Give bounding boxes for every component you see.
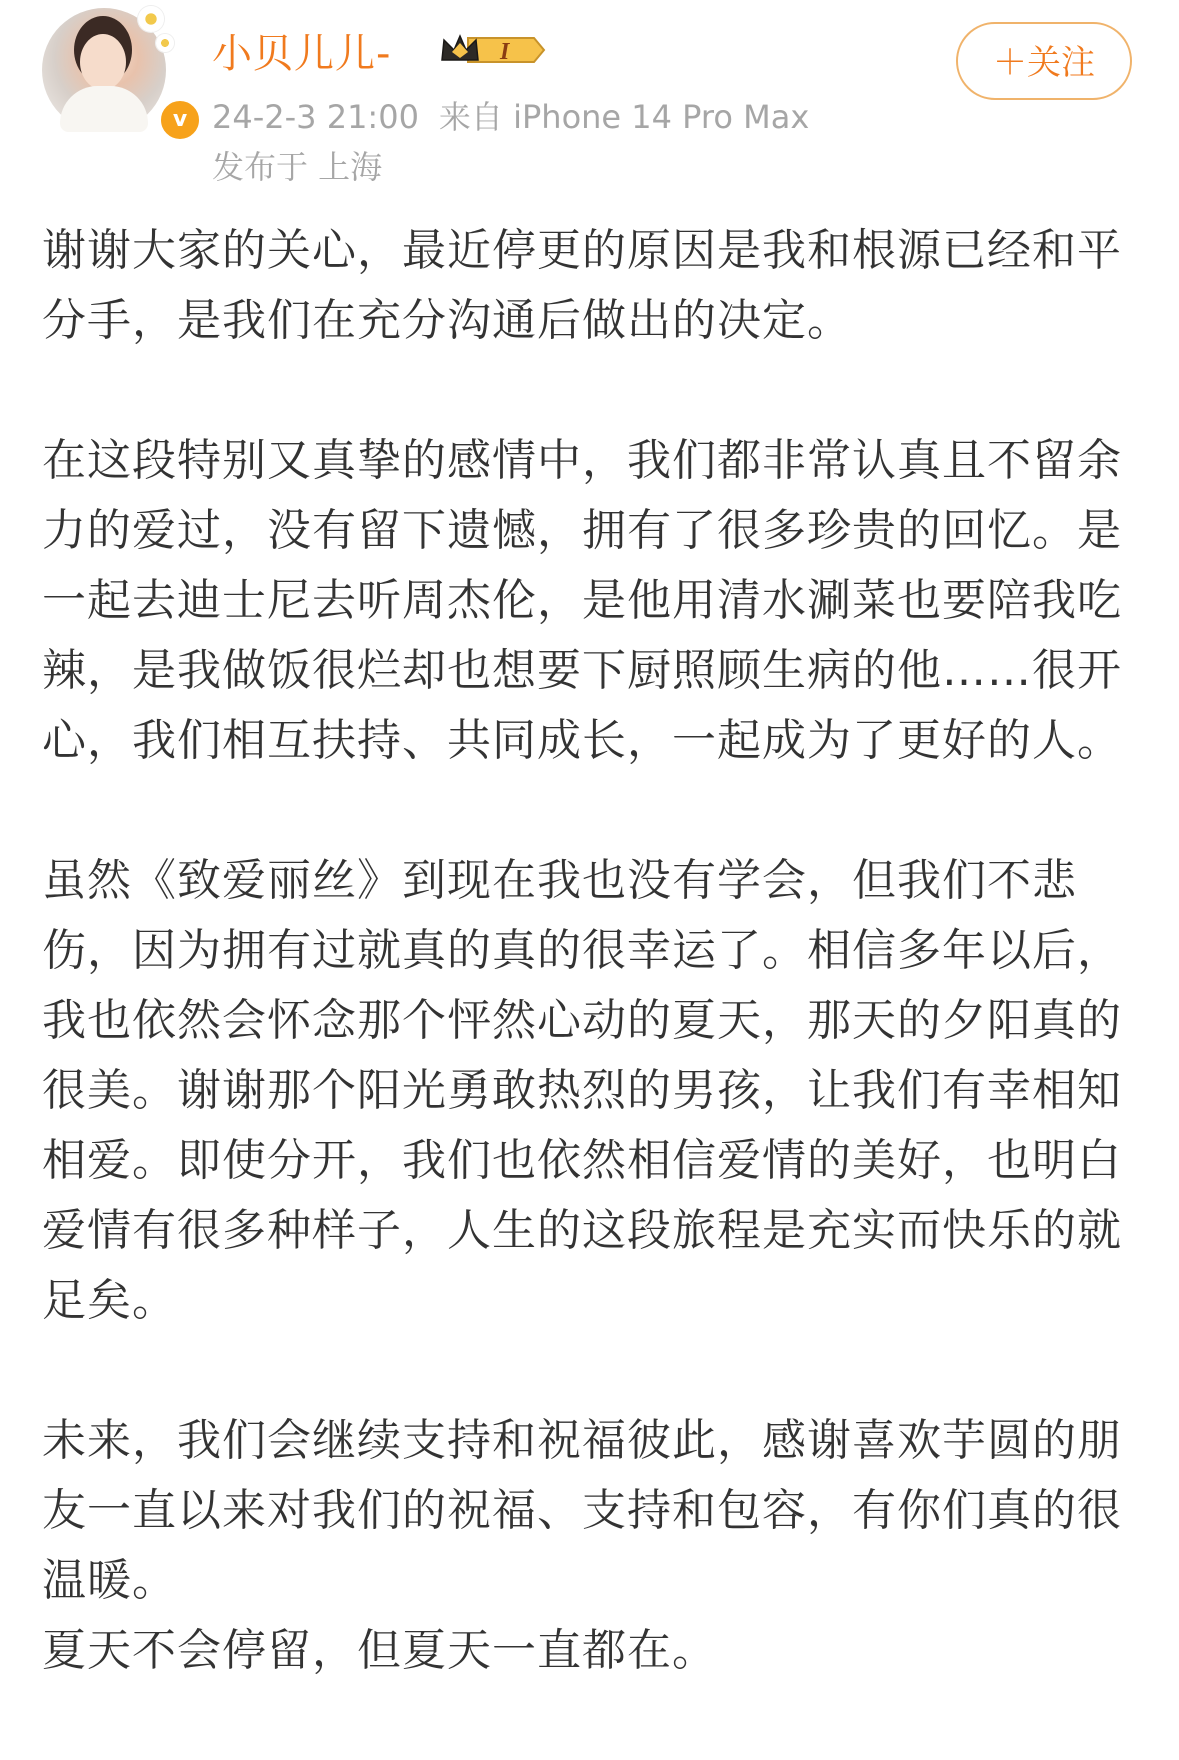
post-body: [42, 216, 1142, 1686]
post-source: 来自 iPhone 14 Pro Max: [438, 98, 810, 136]
post-paragraph: 谢谢大家的关心，最近停更的原因是我和根源已经和平分手，是我们在充分沟通后做出的决定。: [42, 225, 1122, 346]
paragraph-spacer: [42, 356, 1142, 426]
post-meta: [212, 92, 809, 138]
post-paragraph: 未来，我们会继续支持和祝福彼此，感谢喜欢芋圆的朋友一直以来对我们的祝福、支持和包容，有你们真的很温暖。: [42, 1415, 1122, 1606]
vip-level: I: [500, 39, 510, 65]
paragraph-spacer: [42, 776, 1142, 846]
author-name[interactable]: 小贝儿儿-: [212, 31, 392, 77]
avatar-face: [80, 34, 126, 90]
avatar-body: [60, 86, 148, 132]
paragraph-spacer: [42, 1336, 1142, 1406]
post-paragraph: 在这段特别又真挚的感情中，我们都非常认真且不留余力的爱过，没有留下遗憾，拥有了很多珍贵的回忆。是一起去迪士尼去听周杰伦，是他用清水涮菜也要陪我吃辣，是我做饭很烂却也想要下厨照顾生病的他……很开心，我们相互扶持、共同成长，一起成为了更好的人。: [42, 435, 1122, 766]
timestamp: 24-2-3 21:00: [212, 98, 419, 136]
post-header: [0, 0, 1179, 200]
verified-icon: v: [158, 98, 202, 142]
post-paragraph: 夏天不会停留，但夏天一直都在。: [42, 1625, 717, 1676]
post-paragraph: 虽然《致爱丽丝》到现在我也没有学会，但我们不悲伤，因为拥有过就真的真的很幸运了。相信多年以后，我也依然会怀念那个怦然心动的夏天，那天的夕阳真的很美。谢谢那个阳光勇敢热烈的男孩，让我们有幸相知相爱。即使分开，我们也依然相信爱情的美好，也明白爱情有很多种样子，人生的这段旅程是充实而快乐的就足矣。: [42, 855, 1122, 1326]
post-location: 发布于 上海: [212, 148, 383, 186]
follow-button[interactable]: ＋关注: [956, 22, 1132, 100]
avatar[interactable]: [42, 8, 188, 132]
flower-icon: [156, 34, 174, 52]
flower-icon: [138, 6, 164, 32]
crown-badge-icon[interactable]: [438, 30, 548, 70]
